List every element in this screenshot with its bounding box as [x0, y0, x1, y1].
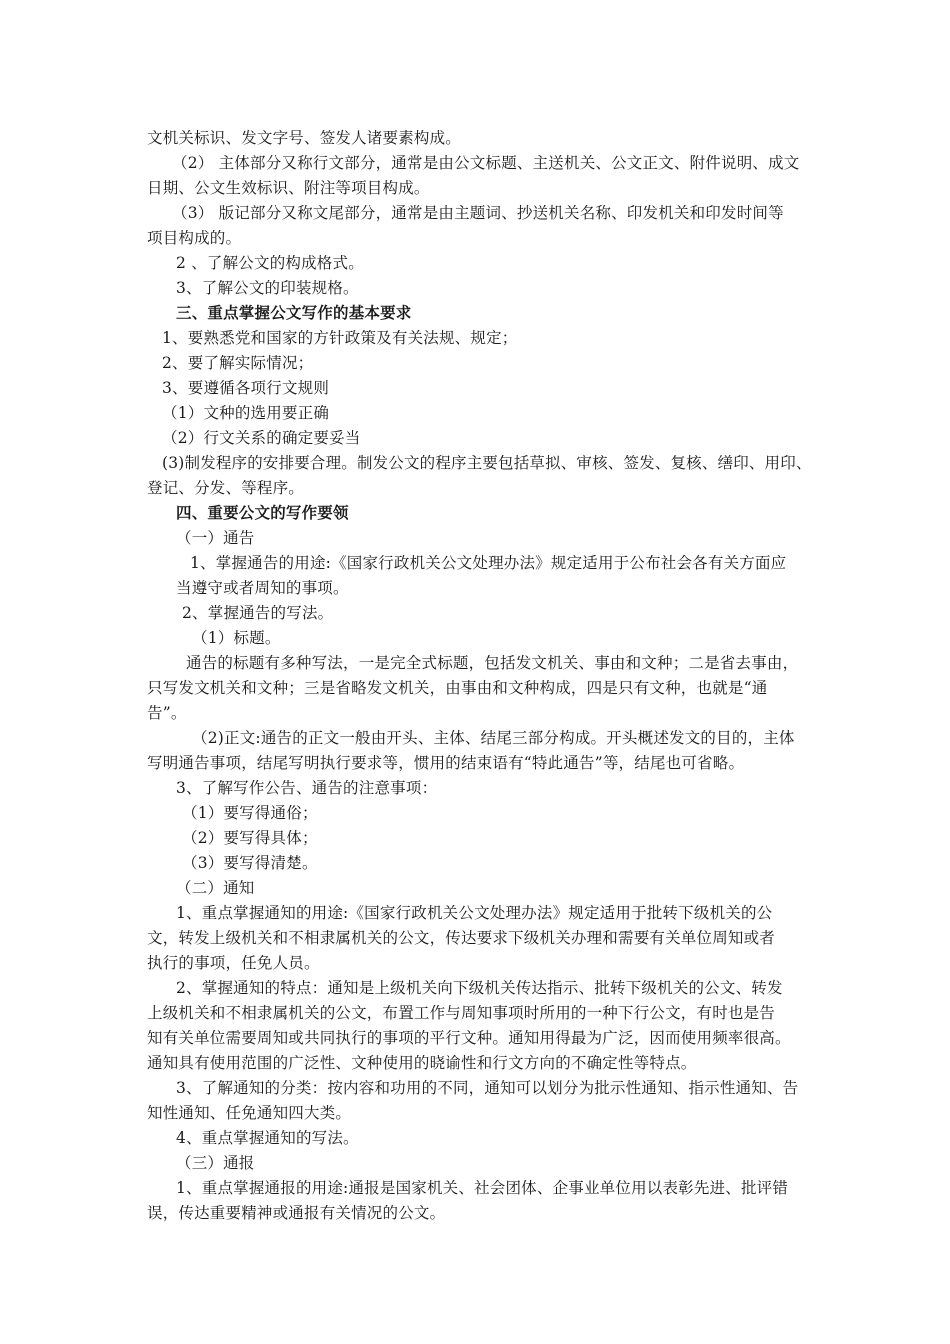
text-line: 知有关单位需要周知或共同执行的事项的平行文种。通知用得最为广泛，因而使用频率很高。	[147, 1029, 791, 1047]
section-heading: 四、重要公文的写作要领	[176, 503, 349, 522]
text-line: （2）行文关系的确定要妥当	[162, 429, 361, 447]
text-line: 项目构成的。	[147, 229, 242, 247]
text-line: 2 、了解公文的构成格式。	[176, 254, 364, 272]
text-line: 只写发文机关和文种；三是省略发文机关，由事由和文种构成，四是只有文种，也就是“通	[147, 679, 768, 697]
text-line: 4、重点掌握通知的写法。	[176, 1129, 359, 1147]
text-line: 2、掌握通知的特点：通知是上级机关向下级机关传达指示、批转下级机关的公文、转发	[176, 979, 783, 997]
text-line: 1、掌握通告的用途:《国家行政机关公文处理办法》规定适用于公布社会各有关方面应	[190, 554, 787, 572]
subsection-heading: （一）通告	[176, 529, 255, 547]
text-line: 3、了解公文的印装规格。	[176, 279, 359, 297]
text-line: 文，转发上级机关和不相隶属机关的公文，传达要求下级机关办理和需要有关单位周知或者	[147, 929, 776, 947]
text-line: 1、要熟悉党和国家的方针政策及有关法规、规定；	[162, 329, 518, 347]
text-line: (3)制发程序的安排要合理。制发公文的程序主要包括草拟、审核、签发、复核、缮印、用印、	[162, 454, 812, 472]
text-line: 告”。	[147, 704, 187, 722]
subsection-heading: （二）通知	[176, 879, 255, 897]
text-line: 文机关标识、发文字号、签发人诸要素构成。	[147, 129, 462, 147]
text-line: 上级机关和不相隶属机关的公文，布置工作与周知事项时所用的一种下行公文，有时也是告	[147, 1004, 776, 1022]
text-line: 执行的事项，任免人员。	[147, 954, 320, 972]
text-line: 登记、分发、等程序。	[147, 479, 305, 497]
text-line: 3、了解写作公告、通告的注意事项：	[176, 779, 438, 797]
text-line: （3）要写得清楚。	[182, 854, 318, 872]
text-line: （1）文种的选用要正确	[162, 404, 330, 422]
text-line: 误，传达重要精神或通报有关情况的公文。	[147, 1204, 446, 1222]
text-line: 2、要了解实际情况；	[162, 354, 314, 372]
text-line: （2）要写得具体；	[182, 829, 318, 847]
text-line: （1）要写得通俗；	[182, 804, 318, 822]
text-line: （2)正文:通告的正文一般由开头、主体、结尾三部分构成。开头概述发文的目的，主体	[192, 729, 795, 747]
text-line: 2、掌握通告的写法。	[182, 604, 334, 622]
text-line: （2） 主体部分又称行文部分，通常是由公文标题、主送机关、公文正文、附件说明、成文	[172, 154, 800, 172]
text-line: 知性通知、任免通知四大类。	[147, 1104, 352, 1122]
section-heading: 三、重点掌握公文写作的基本要求	[176, 303, 412, 322]
text-line: 3、了解通知的分类：按内容和功用的不同，通知可以划分为批示性通知、指示性通知、告	[176, 1079, 799, 1097]
text-line: 通告的标题有多种写法，一是完全式标题，包括发文机关、事由和文种；二是省去事由，	[186, 654, 799, 672]
text-line: 3、要遵循各项行文规则	[162, 379, 330, 397]
text-line: 通知具有使用范围的广泛性、文种使用的晓谕性和行文方向的不确定性等特点。	[147, 1054, 697, 1072]
text-line: 1、重点掌握通报的用途:通报是国家机关、社会团体、企事业单位用以表彰先进、批评错	[176, 1179, 789, 1197]
text-line: 1、重点掌握通知的用途:《国家行政机关公文处理办法》规定适用于批转下级机关的公	[176, 904, 773, 922]
subsection-heading: （三）通报	[176, 1154, 255, 1172]
text-line: 写明通告事项，结尾写明执行要求等，惯用的结束语有“特此通告”等，结尾也可省略。	[147, 754, 745, 772]
text-line: （3） 版记部分又称文尾部分，通常是由主题词、抄送机关名称、印发机关和印发时间等	[172, 204, 784, 222]
text-line: （1）标题。	[192, 629, 281, 647]
text-line: 当遵守或者周知的事项。	[176, 579, 349, 597]
text-line: 日期、公文生效标识、附注等项目构成。	[147, 179, 430, 197]
